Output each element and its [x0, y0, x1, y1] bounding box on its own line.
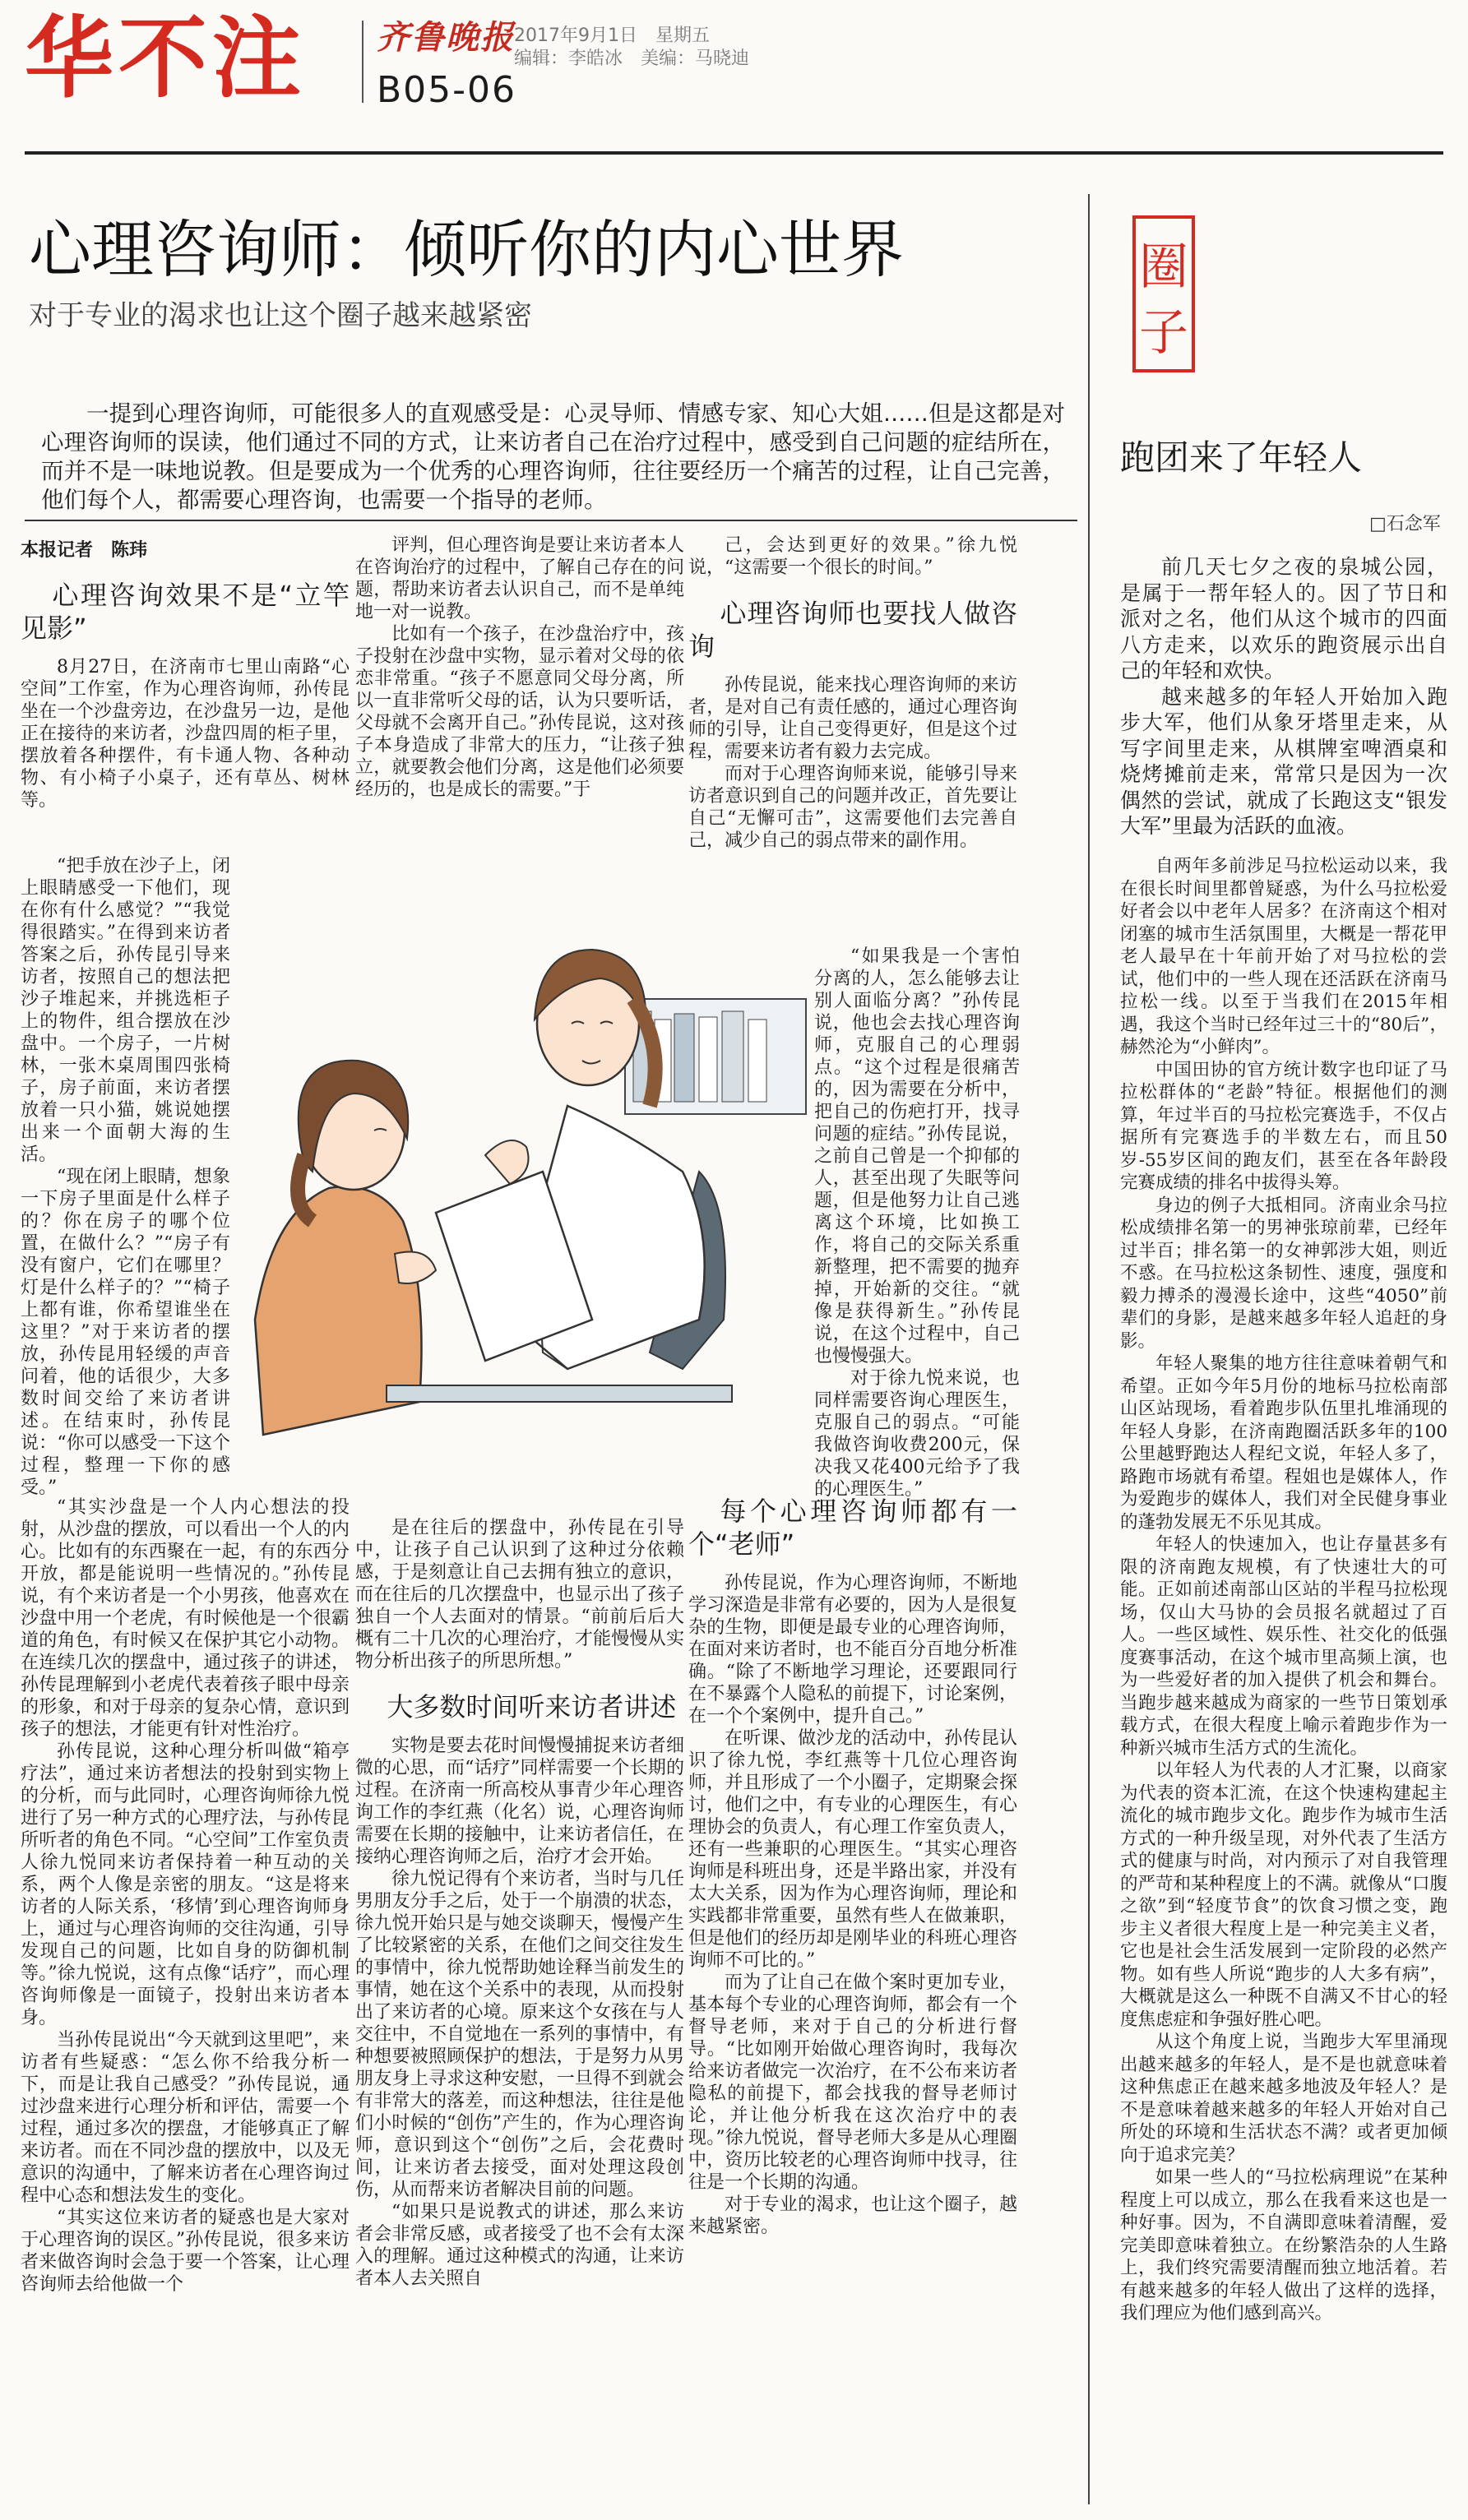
- paragraph: 对于徐九悦来说，也同样需要咨询心理医生，克服自己的弱点。“可能我做咨询收费200元，保决我又花400元给予了我的心理医生。”: [814, 1368, 1020, 1500]
- section-title: 华不注: [25, 7, 307, 110]
- paragraph: 中国田协的官方统计数字也印证了马拉松群体的“老龄”特征。根据他们的测算，年过半百的马拉松完赛选手，不仅占据所有完赛选手的半数左右，而且50岁-55岁区间的跑友们，甚至在各年龄段完赛成绩的排名中拔得头筹。: [1120, 1059, 1447, 1193]
- editors-credit: 编辑：李皓冰 美编：马晓迪: [514, 49, 750, 69]
- paragraph: “现在闭上眼睛，想象一下房子里面是什么样子的？你在房子的哪个位置，在做什么？”“房子有没有窗户，它们在哪里？灯是什么样子的？”“椅子上都有谁，你希望谁坐在这里？”对于来访者的摆放，孙传昆用轻缓的声音问着，他的话很少，大多数时间交给了来访者讲述。在结束时，孙传昆说：“你可以感受一下这个过程，整理一下你的感受。”: [21, 1167, 230, 1498]
- masthead-rule: [25, 151, 1443, 155]
- issue-date: 2017年9月1日 星期五: [514, 25, 710, 46]
- paragraph: 孙传昆说，作为心理咨询师，不断地学习深造是非常有必要的，因为人是很复杂的生物，即便是最专业的心理咨询师，在面对来访者时，也不能百分百地分析准确。“除了不断地学习理论，还要跟同行在不暴露个人隐私的前提下，讨论案例，在一个个案例中，提升自己。”: [688, 1573, 1017, 1727]
- paragraph: “如果我是一个害怕分离的人，怎么能够去让别人面临分离？”孙传昆说，他也会去找心理咨询师，克服自己的心理弱点。“这个过程是很痛苦的，因为需要在分析中，把自己的伤疤打开，找寻问题的症结。”孙传昆说，之前自己曾是一个抑郁的人，甚至出现了失眠等问题，但是他努力让自己逃离这个环境，比如换工作，将自己的交际关系重新整理，把不需要的抛弃掉，开始新的交往。“就像是获得新生。”孙传昆说，在这个过程中，自己也慢慢强大。: [814, 946, 1020, 1366]
- seal-char-1: 圈: [1139, 238, 1188, 296]
- subheading-1: 心理咨询效果不是“立竿见影”: [21, 580, 350, 644]
- paragraph: 年轻人的快速加入，也让存量甚多有限的济南跑友规模，有了快速壮大的可能。正如前述南部山区站的半程马拉松现场，仅山大马协的会员报名就超过了百人。一些区域性、娱乐性、社交化的低强度赛事活动，在这个城市里高频上演，也为一些爱好者的加入提供了机会和舞台。当跑步越来越成为商家的一些节日策划承载方式，在很大程度上喻示着跑步作为一种新兴城市生活方式的生流化。: [1120, 1534, 1447, 1759]
- paragraph: 而为了让自己在做个案时更加专业，基本每个专业的心理咨询师，都会有一个督导老师，来对于自己的分析进行督导。“比如刚开始做心理咨询时，我每次给来访者做完一次治疗，在不公布来访者隐私的前提下，都会找我的督导老师讨论，并让他分析我在这次治疗中的表现。”徐九悦说，督导老师大多是从心理圈中，资历比较老的心理咨询师中找寻，往往是一个长期的沟通。: [688, 1972, 1017, 2193]
- column-2-top: [355, 534, 684, 859]
- paragraph: “其实沙盘是一个人内心想法的投射，从沙盘的摆放，可以看出一个人的内心。比如有的东西聚在一起，有的东西分开放，都是能说明一些情况的。”孙传昆说，有个来访者是一个小男孩，他喜欢在沙盘中用一个老虎，有时候他是一个很霸道的角色，有时候又在保护其它小动物。在连续几次的摆盘中，通过孩子的讲述，孙传昆理解到小老虎代表着孩子眼中母亲的形象，和对于母亲的复杂心情，意识到孩子的想法，才能更有针对性治疗。: [21, 1497, 350, 1740]
- paragraph: 孙传昆说，能来找心理咨询师的来访者，是对自己有责任感的，通过心理咨询师的引导，让自己变得更好，但是这个过程，需要来访者有毅力去完成。: [688, 675, 1017, 762]
- paragraph: 孙传昆说，这种心理分析叫做“箱亭疗法”，通过来访者想法的投射到实物上的分析，而与此同时，心理咨询师徐九悦进行了另一种方式的心理疗法，与孙传昆所听者的角色不同。“心空间”工作室负责人徐九悦同来访者保持着一种互动的关系，两个人像是亲密的朋友。“这是将来访者的人际关系，‘移情’到心理咨询师身上，通过与心理咨询师的交往沟通，引导发现自己的问题，比如自身的防御机制等。”徐九悦说，这有点像“话疗”，而心理咨询师像是一面镜子，投射出来访者本身。: [21, 1741, 350, 2028]
- paragraph: 己，会达到更好的效果。”徐九悦说，“这需要一个很长的时间。”: [688, 535, 1017, 578]
- paragraph: 是在往后的摆盘中，孙传昆在引导中，让孩子自己认识到了这种过分依赖感，于是刻意让自己去拥有独立的意识，而在往后的几次摆盘中，也显示出了孩子独自一个人去面对的情景。“前前后后大概有二十几次的心理治疗，才能慢慢从实物分析出孩子的所思所想。”: [355, 1518, 684, 1672]
- paragraph: 在听课、做沙龙的活动中，孙传昆认识了徐九悦，李红燕等十几位心理咨询师，并且形成了一个小圈子，定期聚会探讨，他们之中，有专业的心理医生，有心理协会的负责人，有心理工作室负责人，还有一些兼职的心理医生。“其实心理咨询师是科班出身，还是半路出家，并没有太大关系，因为作为心理咨询师，理论和实践都非常重要，虽然有些人在做兼职，但是他们的经历却是刚毕业的科班心理咨询师不可比的。”: [688, 1728, 1017, 1971]
- article-subhead: 对于专业的渴求也让这个圈子越来越紧密: [29, 299, 532, 332]
- paragraph: 比如有一个孩子，在沙盘治疗中，孩子投射在沙盘中实物，显示着对父母的依恋非常重。“孩子不愿意同父母分离，所以一直非常听父母的话，认为只要听话，父母就不会离开自己。”孙传昆说，这对孩子本身造成了非常大的压力，“让孩子独立，就要教会他们分离，这是他们必须要经历的，也是成长的需要。”于: [355, 624, 684, 800]
- subheading-3: 心理咨询师也要找人做咨询: [688, 598, 1017, 662]
- quanzi-seal-icon: [1131, 214, 1197, 374]
- sidebar-title: 跑团来了年轻人: [1120, 437, 1363, 478]
- paragraph: 从这个角度上说，当跑步大军里涌现出越来越多的年轻人，是不是也就意味着这种焦虑正在越来越多地波及年轻人？是不是意味着越来越多的年轻人开始对自己所处的环境和生活状态不满？或者更加倾向于追求完美？: [1120, 2032, 1447, 2166]
- sidebar-author: □石念军: [1369, 514, 1441, 534]
- paragraph: 8月27日，在济南市七里山南路“心空间”工作室，作为心理咨询师，孙传昆坐在一个沙盘旁边，在沙盘另一边，是他正在接待的来访者，沙盘四周的柜子里，摆放着各种摆件，有卡通人物、各种动物、有小椅子小桌子，还有草丛、树林等。: [21, 657, 350, 811]
- article-headline: 心理咨询师：倾听你的内心世界: [29, 213, 904, 286]
- paragraph: “其实这位来访者的疑惑也是大家对于心理咨询的误区。”孙传昆说，很多来访者来做咨询时会急于要一个答案，让心理咨询师去给他做一个: [21, 2208, 350, 2295]
- paragraph: 自两年多前涉足马拉松运动以来，我在很长时间里都曾疑惑，为什么马拉松爱好者会以中老年人居多？在济南这个相对闭塞的城市生活氛围里，大概是一帮花甲老人最早在十年前开始了对马拉松的尝试，他们中的一些人现在还活跃在济南马拉松一线。以至于当我们在2015年相遇，我这个当时已经年过三十的“80后”，赫然沦为“小鲜肉”。: [1120, 856, 1447, 1057]
- paragraph: 评判，但心理咨询是要让来访者本人在咨询治疗的过程中，了解自己存在的问题，帮助来访者去认识自己，而不是单纯地一对一说教。: [355, 535, 684, 622]
- article-lead: 一提到心理咨询师，可能很多人的直观感受是：心灵导师、情感专家、知心大姐……但是这都是对心理咨询师的误读，他们通过不同的方式，让来访者自己在治疗过程中，感受到自己问题的症结所在，而并不是一味地说教。但是要成为一个优秀的心理咨询师，往往要经历一个痛苦的过程，让自己完善，他们每个人，都需要心理咨询，也需要一个指导的老师。: [41, 400, 1065, 513]
- seal-char-2: 子: [1139, 304, 1188, 362]
- sidebar-rule: [1088, 194, 1090, 2504]
- sidebar-lead: [1120, 554, 1447, 839]
- column-2-bottom: [355, 1517, 684, 2508]
- paragraph: “把手放在沙子上，闭上眼睛感受一下他们，现在你有什么感觉？”“我觉得很踏实。”在得到来访者答案之后，孙传昆引导来访者，按照自己的想法把沙子堆起来，并挑选柜子上的物件，组合摆放在沙盘中。一个房子，一片树林，一张木桌周围四张椅子，房子前面，来访者摆放着一只小猫，姚说她摆出来一个面朝大海的生活。: [21, 856, 230, 1165]
- paper-logo: 齐鲁晚报: [377, 18, 515, 57]
- paragraph: 以年轻人为代表的人才汇聚，以商家为代表的资本汇流，在这个快速构建起主流化的城市跑步文化。跑步作为城市生活方式的一种升级呈现，对外代表了生活方式的健康与时尚，对内预示了对自我管理的严苛和某种程度上的不满。就像从“口腹之欲”到“轻度节食”的饮食习惯之变，跑步主义者很大程度上是一种完美主义者，它也是社会生活发展到一定阶段的必然产物。如有些人所说“跑步的人大多有病”，大概就是这么一种既不自满又不甘心的轻度焦虑症和争强好胜心吧。: [1120, 1760, 1447, 2030]
- paragraph: 对于专业的渴求，也让这个圈子，越来越紧密。: [688, 2194, 1017, 2237]
- paragraph: 实物是要去花时间慢慢捕捉来访者细微的心思，而“话疗”同样需要一个长期的过程。在济南一所高校从事青少年心理咨询工作的李红燕（化名）说，心理咨询师需要在长期的接触中，让来访者信任，在接纳心理咨询师之后，治疗才会开始。: [355, 1736, 684, 1867]
- column-1-top: [21, 579, 350, 854]
- paragraph: 前几天七夕之夜的泉城公园，是属于一帮年轻人的。因了节日和派对之名，他们从这个城市的四面八方走来，以欢乐的跑资展示出自己的年轻和欢快。: [1120, 555, 1447, 682]
- paragraph: 年轻人聚集的地方往往意味着朝气和希望。正如今年5月份的地标马拉松南部山区站现场，看着跑步队伍里扎堆涌现的年轻人身影，在济南跑圈活跃多年的100公里越野跑达人程纪文说，年轻人多了，路跑市场就有希望。程姐也是媒体人，作为爱跑步的媒体人，我们对全民健身事业的蓬勃发展无不乐见其成。: [1120, 1353, 1447, 1533]
- subheading-2: 大多数时间听来访者讲述: [387, 1691, 677, 1722]
- paragraph: 如果一些人的“马拉松病理说”在某种程度上可以成立，那么在我看来这也是一种好事。因为，不自满即意味着清醒，爱完美即意味着独立。在纷繁浩杂的人生路上，我们终究需要清醒而独立地活着。若有越来越多的年轻人做出了这样的选择，我们理应为他们感到高兴。: [1120, 2167, 1447, 2323]
- column-3-narrow: [814, 946, 1020, 1500]
- paragraph: 徐九悦记得有个来访者，当时与几任男朋友分手之后，处于一个崩溃的状态，徐九悦开始只是与她交谈聊天，慢慢产生了比较紧密的关系，在他们之间交往发生的事情中，徐九悦帮助她诠释当前发生的事情，她在这个关系中的表现，从而投射出了来访者的心境。原来这个女孩在与人交往中，不自觉地在一系列的事情中，有种想要被照顾保护的想法，于是努力从男朋友身上寻求这种安慰，一旦得不到就会有非常大的落差，而这种想法，往往是他们小时候的“创伤”产生的，作为心理咨询师，意识到这个“创伤”之后，会花费时间，让来访者去接受，面对处理这段创伤，从而帮来访者解决目前的问题。: [355, 1869, 684, 2200]
- counseling-illustration: [238, 859, 822, 1500]
- paragraph: 而对于心理咨询师来说，能够引导来访者意识到自己的问题并改正，首先要让自己“无懈可击”，这需要他们去完善自己，减少自己的弱点带来的副作用。: [688, 764, 1017, 851]
- column-1-bottom: [21, 1496, 350, 2508]
- subheading-4: 每个心理咨询师都有一个“老师”: [688, 1496, 1017, 1560]
- sidebar-body: [1120, 855, 1447, 2508]
- masthead-divider: [362, 21, 364, 103]
- column-1-narrow: [21, 855, 230, 1496]
- column-3-bottom: [688, 1490, 1017, 2509]
- paragraph: 越来越多的年轻人开始加入跑步大军，他们从象牙塔里走来，从写字间里走来，从棋牌室啤酒桌和烧烤摊前走来，常常只是因为一次偶然的尝试，就成了长跑这支“银发大军”里最为活跃的血液。: [1120, 684, 1447, 838]
- paragraph: “如果只是说教式的讲述，那么来访者会非常反感，或者接受了也不会有太深入的理解。通过这种模式的沟通，让来访者本人去关照自: [355, 2202, 684, 2289]
- page-code: B05-06: [377, 69, 517, 111]
- paragraph: 身边的例子大抵相同。济南业余马拉松成绩排名第一的男神张琼前辈，已经年过半百；排名第一的女神郭涉大姐，则近不惑。在马拉松这条韧性、速度，强度和毅力搏杀的漫漫长途中，这些“4050”前辈们的身影，是越来越多年轻人追赶的身影。: [1120, 1195, 1447, 1352]
- byline: 本报记者 陈玮: [21, 540, 148, 561]
- paragraph: 当孙传昆说出“今天就到这里吧”，来访者有些疑惑：“怎么你不给我分析一下，而是让我自己感受？”孙传昆说，通过沙盘来进行心理分析和评估，需要一个过程，通过多次的摆盘，才能够真正了解来访者。而在不同沙盘的摆放中，以及无意识的沟通中，了解来访者在心理咨询过程中心态和想法发生的变化。: [21, 2030, 350, 2206]
- lead-rule: [25, 520, 1077, 521]
